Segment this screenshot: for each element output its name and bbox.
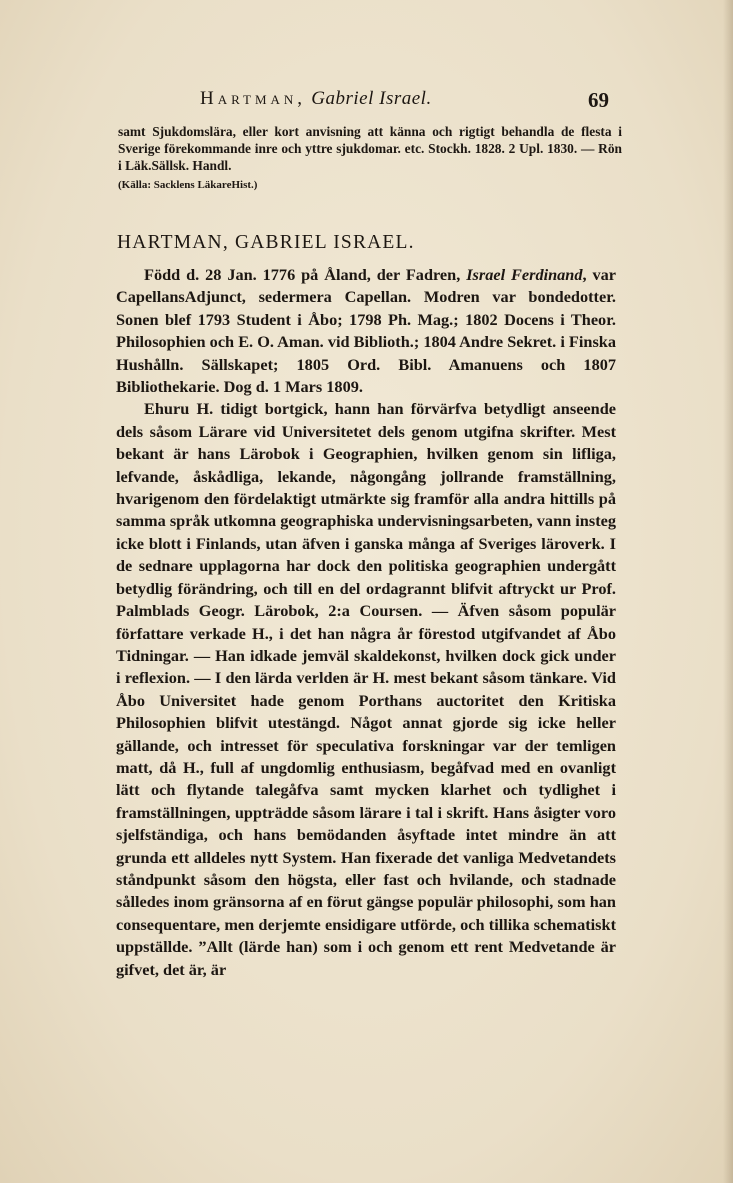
entry-heading: HARTMAN, GABRIEL ISRAEL. xyxy=(117,232,415,253)
entry-paragraph-2: Ehuru H. tidigt bortgick, hann han förvärfva betydligt anseende dels såsom Lärare vid Universitetet dels genom utgifna skrifter. Mest bekant är hans Lärobok i Geographien, hvilken genom sin lifliga, lefvande, åskådliga, lekande, någongång jollrande framställning, hvarigenom den fördelaktigt utmärkte sig framför alla andra hittills på samma språk utkomna geographiska undervisningsarbeten, vann insteg icke blott i Finlands, utan äfven i ganska många af Sveriges läroverk. I de sednare upplagorna har dock den politiska geographien undergått betydlig förändring, och till en del ordagrannt blifvit aftryckt ur Prof. Palmblads Geogr. Lärobok, 2:a Coursen. — Äfven såsom populär författare verkade H., i det han några år förestod utgifvandet af Åbo Tidningar. — Han idkade jemväl skaldekonst, hvilken dock gick under i reflexion. — I den lärda verlden är H. mest bekant såsom tänkare. Vid Åbo Universitet hade genom Porthans auctoritet den Kritiska Philosophien blifvit utestängd. Något annat gjorde sig icke heller gällande, och intresset för speculativa forskningar var der temligen matt, då H., full af ungdomlig enthusiasm, begåfvad med en ovanligt lätt och flytande talegåfva samt mycken klarhet och tydlighet i framställningen, uppträdde såsom lärare i tal i skrift. Hans åsigter voro sjelfständiga, och hans bemödanden åsyftade intet mindre än att grunda ett alldeles nytt System. Han fixerade det vanliga Medvetandets ståndpunkt såsom den högsta, eller fast och hvilande, och stadnade sålledes inom gränsorna af en förut gängse populär philosophi, som han consequentare, men derjemte ensidigare utförde, och tillika schematiskt uppställde. ”Allt (lärde han) som i och genom ett rent Medvetande är gifvet, det är, är xyxy=(116,399,616,979)
career-text: , var CapellansAdjunct, sedermera Capellan. Modren var bondedotter. Sonen blef 1793 Student i Åbo; 1798 Ph. Mag.; 1802 Docens i Theor. Philosophien och E. O. Aman. vid Biblioth.; 1804 Andre Sekret. i Finska Hushålln. Sällskapet; 1805 Ord. Bibl. Amanuens och 1807 Bibliothekarie. Dog d. 1 Mars 1809. xyxy=(116,265,617,397)
previous-entry-source: (Källa: Sacklens LäkareHist.) xyxy=(118,179,258,191)
previous-entry-continuation xyxy=(118,123,622,194)
birth-text: Född d. 28 Jan. 1776 på Åland, der Fadren, xyxy=(144,265,461,284)
page-header xyxy=(0,88,733,118)
running-head-surname: Hartman, xyxy=(200,88,307,109)
entry-paragraph-1 xyxy=(116,264,616,398)
father-name: Israel Ferdinand xyxy=(466,265,583,284)
running-head xyxy=(200,88,432,110)
page-number: 69 xyxy=(588,88,609,112)
previous-entry-text: samt Sjukdomslära, eller kort anvisning att känna och rigtigt behandla de flesta i Sverige förekommande inre och yttre sjukdomar. etc. Stockh. 1828. 2 Upl. 1830. — Rön i Läk.Sällsk. Handl. xyxy=(118,124,622,173)
page-edge-shadow xyxy=(723,0,733,1183)
entry-body xyxy=(116,264,616,981)
running-head-given-names: Gabriel Israel. xyxy=(311,88,432,109)
